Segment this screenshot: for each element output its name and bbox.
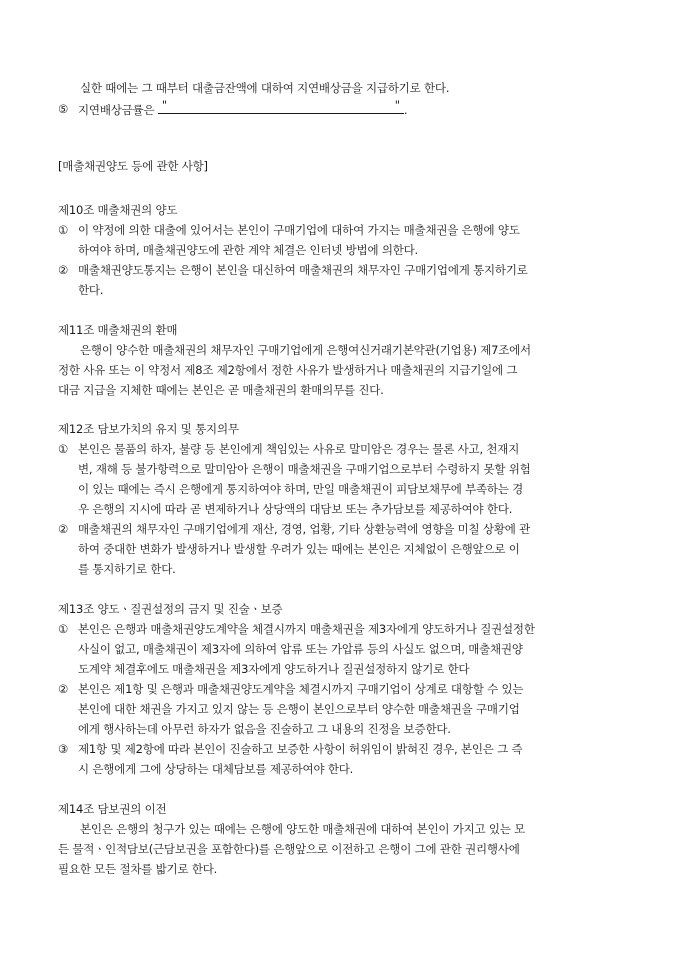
article-11-line: 은행이 양수한 매출채권의 채무자인 구매기업에게 은행여신거래기본약관(기업용) 제7조에서 (80, 343, 531, 357)
open-quote: " (161, 98, 167, 112)
item-line: 이 약정에 의한 대출에 있어서는 본인이 구매기업에 대하여 가지는 매출채권을 은행에 양도 (78, 223, 520, 237)
item-5-end: . (403, 103, 408, 117)
article-14-line: 필요한 모든 절차를 밟기로 한다. (58, 862, 218, 876)
article-10-title: 제10조 매출채권의 양도 (58, 203, 178, 217)
item-number: ① (58, 223, 69, 237)
item-line: 이 있는 때에는 즉시 은행에게 통지하여야 하며, 만일 매출채권이 피담보채무에 부족하는 경 (78, 482, 524, 496)
item-line: 본인은 은행과 매출채권양도계약을 체결시까지 매출채권을 제3자에게 양도하거나 질권설정한 (78, 622, 535, 636)
item-line: 하여 중대한 변화가 발생하거나 발생할 우려가 있는 때에는 본인은 지체없이 은행앞으로 이 (78, 542, 520, 556)
item-5-label: 지연배상금률은 (78, 103, 155, 117)
item-number: ② (58, 682, 69, 696)
article-14-line: 본인은 은행의 청구가 있는 때에는 은행에 양도한 매출채권에 대하여 본인이 가지고 있는 모 (80, 822, 526, 836)
item-line: 하여야 하며, 매출채권양도에 관한 계약 체결은 인터넷 방법에 의한다. (78, 243, 419, 257)
item-line: 매출채권양도통지는 은행이 본인을 대신하여 매출채권의 채무자인 구매기업에게 통지하기로 (78, 263, 528, 277)
item-line: 본인에 대한 채권을 가지고 있지 않는 등 은행이 본인으로부터 양수한 매출채권을 구매기업 (78, 702, 520, 716)
article-11-line: 대금 지급을 지체한 때에는 본인은 곧 매출채권의 환매의무를 진다. (58, 383, 384, 397)
item-line: 변, 재해 등 불가항력으로 말미암아 은행이 매출채권을 구매기업으로부터 수령하지 못할 위험 (78, 462, 531, 476)
article-14-line: 든 물적ㆍ인적담보(근담보권을 포함한다)를 은행앞으로 이전하고 은행이 그에 관한 권리행사에 (58, 842, 520, 856)
close-quote: " (394, 98, 400, 112)
item-number: ② (58, 263, 69, 277)
item-line: 본인은 물품의 하자, 불량 등 본인에게 책임있는 사유로 말미암은 경우는 물론 사고, 천재지 (78, 442, 520, 456)
item-number: ② (58, 522, 69, 536)
item-line: 도계약 체결후에도 매출채권을 제3자에게 양도하거나 질권설정하지 않기로 한다 (78, 662, 470, 676)
item-line: 에게 행사하는데 아무런 하자가 없음을 진술하고 그 내용의 진정을 보증한다. (78, 722, 451, 736)
article-14-title: 제14조 담보권의 이전 (58, 802, 167, 816)
item-5-text (78, 98, 408, 118)
item-5-number: ⑤ (58, 102, 69, 116)
item-line: 매출채권의 채무자인 구매기업에게 재산, 경영, 업황, 기타 상환능력에 영향을 미칠 상황에 관 (78, 522, 531, 536)
item-number: ① (58, 442, 69, 456)
article-11-line: 정한 사유 또는 이 약정서 제8조 제2항에서 정한 사유가 발생하거나 매출채권의 지급기일에 그 (58, 363, 518, 377)
item-line: 본인은 제1항 및 은행과 매출채권양도계약을 체결시까지 구매기업이 상계로 대항할 수 있는 (78, 682, 524, 696)
item-number: ③ (58, 742, 69, 756)
item-line: 를 통지하기로 한다. (78, 562, 176, 576)
article-13-title: 제13조 양도ㆍ질권설정의 금지 및 진술ㆍ보증 (58, 602, 283, 616)
article-12-title: 제12조 담보가치의 유지 및 통지의무 (58, 422, 239, 436)
rate-blank-field (158, 98, 404, 114)
article-11-title: 제11조 매출채권의 환매 (58, 323, 178, 337)
item-line: 사실이 없고, 매출채권이 제3자에 의하여 압류 또는 가압류 등의 사실도 없으며, 매출채권양 (78, 642, 523, 656)
item-line: 한다. (78, 283, 104, 297)
item-number: ① (58, 622, 69, 636)
item-line: 시 은행에게 그에 상당하는 대체담보를 제공하여야 한다. (78, 762, 354, 776)
section-heading: [매출채권양도 등에 관한 사항] (58, 159, 208, 173)
item-line: 우 은행의 지시에 따라 곧 변제하거나 상당액의 대담보 또는 추가담보를 제공하여야 한다. (78, 502, 513, 516)
continued-text: 실한 때에는 그 때부터 대출금잔액에 대하여 지연배상금을 지급하기로 한다. (80, 81, 450, 95)
item-line: 제1항 및 제2항에 따라 본인이 진술하고 보증한 사항이 허위임이 밝혀진 경우, 본인은 그 즉 (78, 742, 523, 756)
